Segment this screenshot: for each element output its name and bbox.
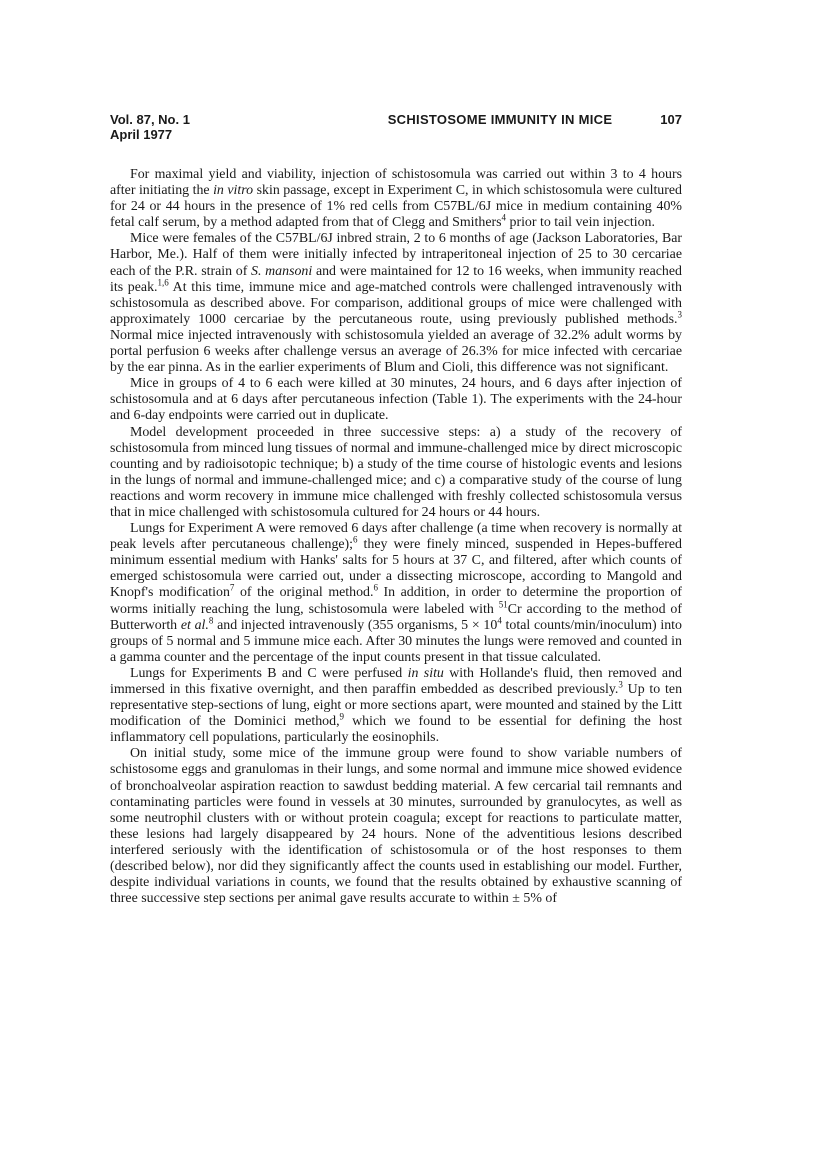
text-run: with Hollande's fluid, then removed and immersed in this fixative overnight, and then paraffin embedded as described previously. [110, 665, 682, 697]
footnote-ref: 4 [497, 615, 502, 625]
running-head [110, 112, 682, 142]
italic-text: S. mansoni [251, 263, 313, 279]
footnote-ref: 4 [501, 212, 507, 223]
text-run: Mice in groups of 4 to 6 each were killed at 30 minutes, 24 hours, and 6 days after injection of schistosomula and at 6 days after percutaneous infection (Table 1). The experiments with the 24-hour and 6-day endpoints were carried out in duplicate. [110, 376, 682, 424]
body-paragraph [110, 167, 682, 231]
page-number: 107 [660, 112, 682, 127]
text-run: At this time, immune mice and age-matched controls were challenged intravenously with schistosomula as described above. For comparison, additional groups of mice were challenged with approximately 1000 cercariae by the percutaneous route, using previously published methods. [110, 279, 682, 327]
text-run: and were maintained for 12 to 16 weeks, when immunity reached its peak. [110, 263, 682, 295]
footnote-ref: 6 [353, 534, 358, 545]
text-run: Cr according to the method of Butterworth [110, 601, 683, 633]
italic-text: et al. [180, 617, 209, 633]
footnote-ref: 8 [208, 615, 214, 625]
text-run: Mice were females of the C57BL/6J inbred strain, 2 to 6 months of age (Jackson Laboratories, Bar Harbor, Me.). Half of them were initially infected by intraperitoneal injection of 25 to 30 cercariae each of the P.R. strain of [110, 231, 682, 279]
text-run: total counts/min/inoculum) into groups of 5 normal and 5 immune mice each. After 30 minutes the lungs were removed and counted in a gamma counter and the percentage of the input counts present in that tissue calculated. [110, 617, 682, 665]
volume-label: Vol. 87, No. 1 [110, 112, 190, 127]
issue-info [110, 112, 190, 142]
text-run: prior to tail vein injection. [506, 215, 655, 231]
body-paragraph [110, 425, 682, 522]
text-run: On initial study, some mice of the immune group were found to show variable numbers of schistosome eggs and granulomas in their lungs, and some normal and immune mice showed evidence of bronchoalveolar aspiration reaction to sawdust bedding material. A few cercarial tail remnants and contaminating particles were found in vessels at 30 minutes, surrounded by granulocytes, as well as some neutrophil clusters with or without protein coagula; except for reactions to particulate matter, these lesions had largely disappeared by 24 hours. None of the adventitious lesions described interfered seriously with the identification of schistosomula or of the host responses to them (described below), nor did they significantly affect the counts used in establishing our model. Further, despite individual variations in counts, we found that the results obtained by exhaustive scanning of three successive step sections per animal gave results accurate to within ± 5% of [110, 746, 682, 907]
issue-date: April 1977 [110, 127, 173, 142]
body-paragraph [110, 231, 682, 376]
text-run: of the original method. [234, 585, 374, 601]
text-run: Up to ten representative step-sections of lung, eight or more sections apart, were mounted and stained by the Litt modification of the Dominici method, [110, 682, 683, 730]
footnote-ref: 1,6 [157, 277, 169, 288]
text-run: skin passage, except in Experiment C, in which schistosomula were cultured for 24 or 44 hours in the presence of 1% red cells from C57BL/6J mice in medium containing 40% fetal calf serum, by a method adapted from that of Clegg and Smithers [110, 183, 682, 231]
text-run: For maximal yield and viability, injection of schistosomula was carried out within 3 to 4 hours after initiating the [110, 167, 682, 199]
article-body [110, 167, 682, 907]
text-run: Model development proceeded in three successive steps: a) a study of the recovery of schistosomula from minced lung tissues of normal and immune-challenged mice by direct microscopic counting and by radioisotopic technique; b) a study of the time course of histologic events and lesions in the lungs of normal and immune-challenged mice; and c) a comparative study of the course of lung reactions and worm recovery in immune mice challenged with freshly collected schistosomula versus that in mice challenged with schistosomula cultured for 24 hours or 44 hours. [110, 424, 682, 520]
italic-text: in situ [407, 665, 444, 681]
text-run: they were finely minced, suspended in Hepes-buffered minimum essential medium with Hanks' salts for 5 hours at 37 C, and filtered, after which counts of emerged schistosomula were carried out, under a dissecting microscope, according to Mangold and Knopf's modification [110, 537, 682, 601]
text-run: Normal mice injected intravenously with schistosomula yielded an average of 32.2% adult worms by portal perfusion 6 weeks after challenge versus an average of 26.3% for mice infected with cercariae by the ear pinna. As in the earlier experiments of Blum and Cioli, this difference was not significant. [110, 327, 682, 376]
running-title-group [388, 112, 682, 127]
footnote-ref: 3 [677, 309, 682, 320]
footnote-ref: 3 [618, 679, 623, 690]
footnote-ref: 51 [498, 598, 508, 609]
footnote-ref: 6 [373, 582, 378, 593]
text-run: which we found to be essential for defining the host inflammatory cell populations, particularly the eosinophils. [110, 714, 682, 746]
body-paragraph [110, 376, 682, 424]
text-run: In addition, in order to determine the proportion of worms initially reaching the lung, schistosomula were labeled with [110, 585, 682, 617]
footnote-ref: 7 [229, 582, 235, 593]
body-paragraph [110, 521, 682, 666]
body-paragraph [110, 666, 682, 746]
footnote-ref: 9 [339, 711, 345, 722]
text-run: Lungs for Experiments B and C were perfused [130, 665, 408, 681]
running-title: SCHISTOSOME IMMUNITY IN MICE [387, 112, 613, 127]
text-run: Lungs for Experiment A were removed 6 days after challenge (a time when recovery is normally at peak levels after percutaneous challenge); [110, 521, 682, 553]
text-run: and injected intravenously (355 organisms, 5 × 10 [213, 617, 498, 633]
italic-text: in vitro [213, 183, 254, 199]
body-paragraph [110, 746, 682, 907]
